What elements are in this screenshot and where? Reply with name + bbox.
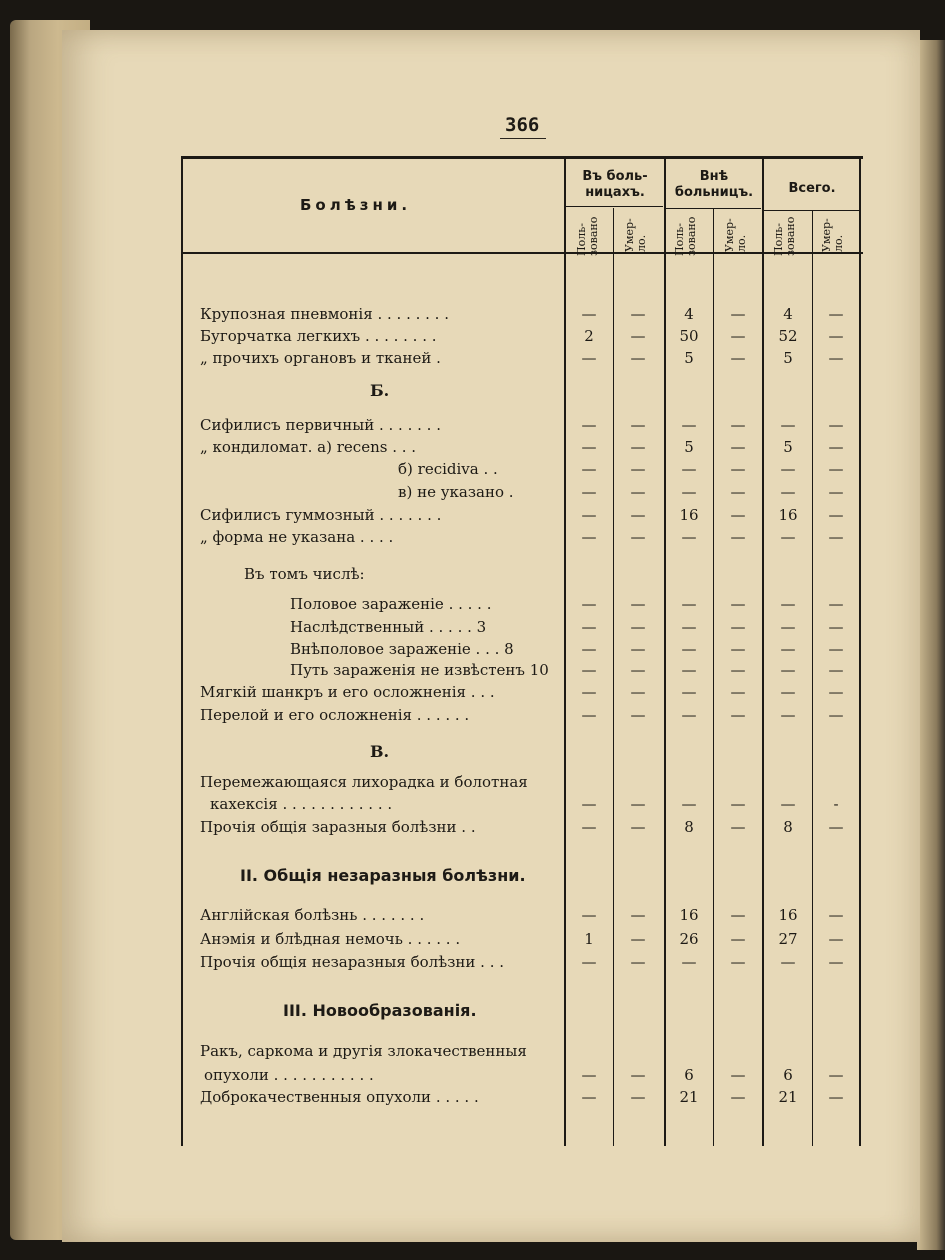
row-label: опухоли . . . . . . . . . . . xyxy=(204,1066,374,1084)
row-label: Половое зараженіе . . . . . xyxy=(290,595,492,613)
row-label: Наслѣдственный . . . . . 3 xyxy=(290,618,487,636)
row-value: — xyxy=(828,640,844,658)
page-number: 366 xyxy=(505,114,540,136)
row-value: — xyxy=(730,528,746,546)
row-value: — xyxy=(828,416,844,434)
row-value: — xyxy=(828,661,844,679)
row-value: — xyxy=(730,661,746,679)
row-value: — xyxy=(630,618,646,636)
row-value: — xyxy=(630,327,646,345)
row-label: „ кондиломат. а) recens . . . xyxy=(200,438,417,456)
row-value: — xyxy=(828,906,844,924)
row-value: — xyxy=(681,683,697,701)
row-value: — xyxy=(730,327,746,345)
row-value: — xyxy=(581,818,597,836)
row-value: — xyxy=(780,795,796,813)
row-value: 27 xyxy=(778,930,798,948)
row-value: — xyxy=(828,930,844,948)
row-value: — xyxy=(630,528,646,546)
row-value: — xyxy=(730,1088,746,1106)
row-value: — xyxy=(681,483,697,501)
row-label: Доброкачественныя опухоли . . . . . xyxy=(200,1088,479,1106)
row-value: — xyxy=(780,640,796,658)
row-value: — xyxy=(581,953,597,971)
row-value: — xyxy=(828,327,844,345)
row-value: — xyxy=(681,416,697,434)
row-value: — xyxy=(730,416,746,434)
row-value: — xyxy=(828,818,844,836)
row-value: — xyxy=(630,706,646,724)
header-died-1: Умер- ло. xyxy=(623,218,648,252)
row-value: 1 xyxy=(584,930,594,948)
section-ii: II. Общія незаразныя болѣзни. xyxy=(240,866,526,885)
row-value: — xyxy=(681,661,697,679)
row-value: 5 xyxy=(684,349,694,367)
row-value: 5 xyxy=(783,438,793,456)
row-value: — xyxy=(630,438,646,456)
row-value: — xyxy=(630,818,646,836)
column-rule-2 xyxy=(613,208,614,1146)
row-value: — xyxy=(730,706,746,724)
row-label: Прочія общія заразныя болѣзни . . xyxy=(200,818,476,836)
row-value: — xyxy=(581,618,597,636)
row-value: — xyxy=(828,595,844,613)
row-value: — xyxy=(630,416,646,434)
row-value: 16 xyxy=(679,506,699,524)
row-value: — xyxy=(581,438,597,456)
row-value: 21 xyxy=(679,1088,699,1106)
row-label: Сифилисъ первичный . . . . . . . xyxy=(200,416,441,434)
row-label: б) recidiva . . xyxy=(398,460,498,478)
row-value: — xyxy=(828,506,844,524)
row-value: — xyxy=(780,683,796,701)
row-label: Бугорчатка легкихъ . . . . . . . . xyxy=(200,327,437,345)
row-value: — xyxy=(581,460,597,478)
row-label: Прочія общія незаразныя болѣзни . . . xyxy=(200,953,505,971)
row-value: — xyxy=(630,640,646,658)
row-value: - xyxy=(833,795,839,813)
column-rule-5 xyxy=(762,156,764,1146)
row-value: — xyxy=(681,795,697,813)
row-value: — xyxy=(630,953,646,971)
row-value: — xyxy=(828,438,844,456)
row-value: — xyxy=(630,595,646,613)
row-label: Англійская болѣзнь . . . . . . . xyxy=(200,906,425,924)
row-value: — xyxy=(581,1088,597,1106)
row-value: — xyxy=(828,460,844,478)
column-rule-left xyxy=(181,156,183,1146)
row-value: 6 xyxy=(783,1066,793,1084)
row-label: Перемежающаяся лихорадка и болотная xyxy=(200,773,528,791)
row-value: — xyxy=(730,438,746,456)
row-value: — xyxy=(730,818,746,836)
row-value: — xyxy=(780,595,796,613)
row-label: Ракъ, саркома и другія злокачественныя xyxy=(200,1042,527,1060)
row-label: Путь зараженія не извѣстенъ 10 xyxy=(290,661,549,679)
row-value: 26 xyxy=(679,930,699,948)
row-value: — xyxy=(780,618,796,636)
column-rule-3 xyxy=(664,156,666,1146)
row-value: — xyxy=(581,305,597,323)
row-value: 16 xyxy=(778,506,798,524)
row-value: — xyxy=(581,349,597,367)
row-label: Крупозная пневмонія . . . . . . . . xyxy=(200,305,449,323)
row-value: — xyxy=(581,795,597,813)
row-value: — xyxy=(681,640,697,658)
row-value: — xyxy=(581,640,597,658)
row-value: 5 xyxy=(783,349,793,367)
row-value: 5 xyxy=(684,438,694,456)
row-value: — xyxy=(730,640,746,658)
row-value: — xyxy=(630,906,646,924)
row-value: — xyxy=(730,683,746,701)
row-value: 6 xyxy=(684,1066,694,1084)
row-value: — xyxy=(581,595,597,613)
header-died-3: Умер- ло. xyxy=(820,218,845,252)
row-value: — xyxy=(730,349,746,367)
row-value: — xyxy=(581,506,597,524)
row-value: — xyxy=(730,460,746,478)
row-value: — xyxy=(581,528,597,546)
header-total: Всего. xyxy=(788,181,836,196)
header-diseases: Болѣзни. xyxy=(300,196,412,214)
row-value: — xyxy=(730,595,746,613)
row-label: Анэмія и блѣдная немочь . . . . . . xyxy=(200,930,461,948)
header-treated-3: Поль- зовано xyxy=(772,216,797,256)
book-edge-right xyxy=(917,40,945,1250)
row-value: — xyxy=(828,618,844,636)
row-value: — xyxy=(730,483,746,501)
row-value: 8 xyxy=(684,818,694,836)
row-value: — xyxy=(780,706,796,724)
row-label: Внѣполовое зараженіе . . . 8 xyxy=(290,640,514,658)
row-value: — xyxy=(828,706,844,724)
row-value: — xyxy=(581,661,597,679)
row-value: — xyxy=(581,906,597,924)
page-number-rule xyxy=(500,138,546,139)
row-value: — xyxy=(828,349,844,367)
row-value: — xyxy=(581,416,597,434)
row-value: 16 xyxy=(778,906,798,924)
row-value: — xyxy=(730,795,746,813)
table-top-rule xyxy=(183,156,863,159)
header-in-hospitals: Въ боль- ницахъ. xyxy=(582,169,648,200)
section-v: В. xyxy=(370,742,390,761)
section-b: Б. xyxy=(370,381,390,400)
row-label: „ форма не указана . . . . xyxy=(200,528,394,546)
row-value: 2 xyxy=(584,327,594,345)
row-value: — xyxy=(828,953,844,971)
header-died-2: Умер- ло. xyxy=(723,218,748,252)
row-value: — xyxy=(581,683,597,701)
row-value: — xyxy=(828,305,844,323)
header-treated-1: Поль- зовано xyxy=(575,216,600,256)
row-value: — xyxy=(828,528,844,546)
row-value: — xyxy=(681,595,697,613)
row-value: — xyxy=(681,706,697,724)
row-value: — xyxy=(630,460,646,478)
row-value: — xyxy=(730,618,746,636)
row-value: 8 xyxy=(783,818,793,836)
row-label: „ прочихъ органовъ и тканей . xyxy=(200,349,441,367)
row-value: — xyxy=(730,506,746,524)
row-value: — xyxy=(730,305,746,323)
row-value: 21 xyxy=(778,1088,798,1106)
row-value: — xyxy=(730,906,746,924)
row-value: — xyxy=(681,528,697,546)
row-value: — xyxy=(828,1088,844,1106)
column-rule-6 xyxy=(812,210,813,1146)
row-value: — xyxy=(828,483,844,501)
row-value: — xyxy=(730,1066,746,1084)
row-value: — xyxy=(630,483,646,501)
row-value: — xyxy=(630,795,646,813)
header-treated-2: Поль- зовано xyxy=(673,216,698,256)
row-value: — xyxy=(780,416,796,434)
row-label: Мягкій шанкръ и его осложненія . . . xyxy=(200,683,495,701)
row-value: — xyxy=(730,953,746,971)
row-value: — xyxy=(681,460,697,478)
row-value: — xyxy=(780,483,796,501)
row-value: — xyxy=(630,305,646,323)
row-value: — xyxy=(630,1088,646,1106)
page xyxy=(62,30,920,1242)
row-value: — xyxy=(780,953,796,971)
row-value: — xyxy=(630,349,646,367)
row-value: — xyxy=(780,661,796,679)
row-value: 52 xyxy=(778,327,798,345)
row-value: 16 xyxy=(679,906,699,924)
row-value: — xyxy=(581,1066,597,1084)
subheader-rule-1 xyxy=(566,206,663,207)
subheading-in-number: Въ томъ числѣ: xyxy=(244,565,365,583)
row-value: — xyxy=(581,483,597,501)
row-value: — xyxy=(828,1066,844,1084)
row-value: — xyxy=(828,683,844,701)
row-value: — xyxy=(681,953,697,971)
row-value: — xyxy=(630,683,646,701)
row-label: кахексія . . . . . . . . . . . . xyxy=(210,795,393,813)
column-rule-right xyxy=(859,156,861,1146)
row-value: — xyxy=(681,618,697,636)
row-value: 4 xyxy=(684,305,694,323)
row-value: — xyxy=(630,930,646,948)
row-value: 50 xyxy=(679,327,699,345)
row-label: Перелой и его осложненія . . . . . . xyxy=(200,706,470,724)
row-label: в) не указано . xyxy=(398,483,514,501)
row-value: — xyxy=(581,706,597,724)
row-value: — xyxy=(780,460,796,478)
column-rule-4 xyxy=(713,208,714,1146)
row-value: — xyxy=(630,1066,646,1084)
row-value: — xyxy=(630,661,646,679)
section-iii: III. Новообразованія. xyxy=(283,1001,477,1020)
column-rule-1 xyxy=(564,156,566,1146)
row-value: — xyxy=(630,506,646,524)
header-bottom-rule xyxy=(183,252,863,254)
row-value: — xyxy=(730,930,746,948)
row-value: 4 xyxy=(783,305,793,323)
row-value: — xyxy=(780,528,796,546)
row-label: Сифилисъ гуммозный . . . . . . . xyxy=(200,506,442,524)
header-outside-hospitals: Внѣ больницъ. xyxy=(674,169,754,200)
